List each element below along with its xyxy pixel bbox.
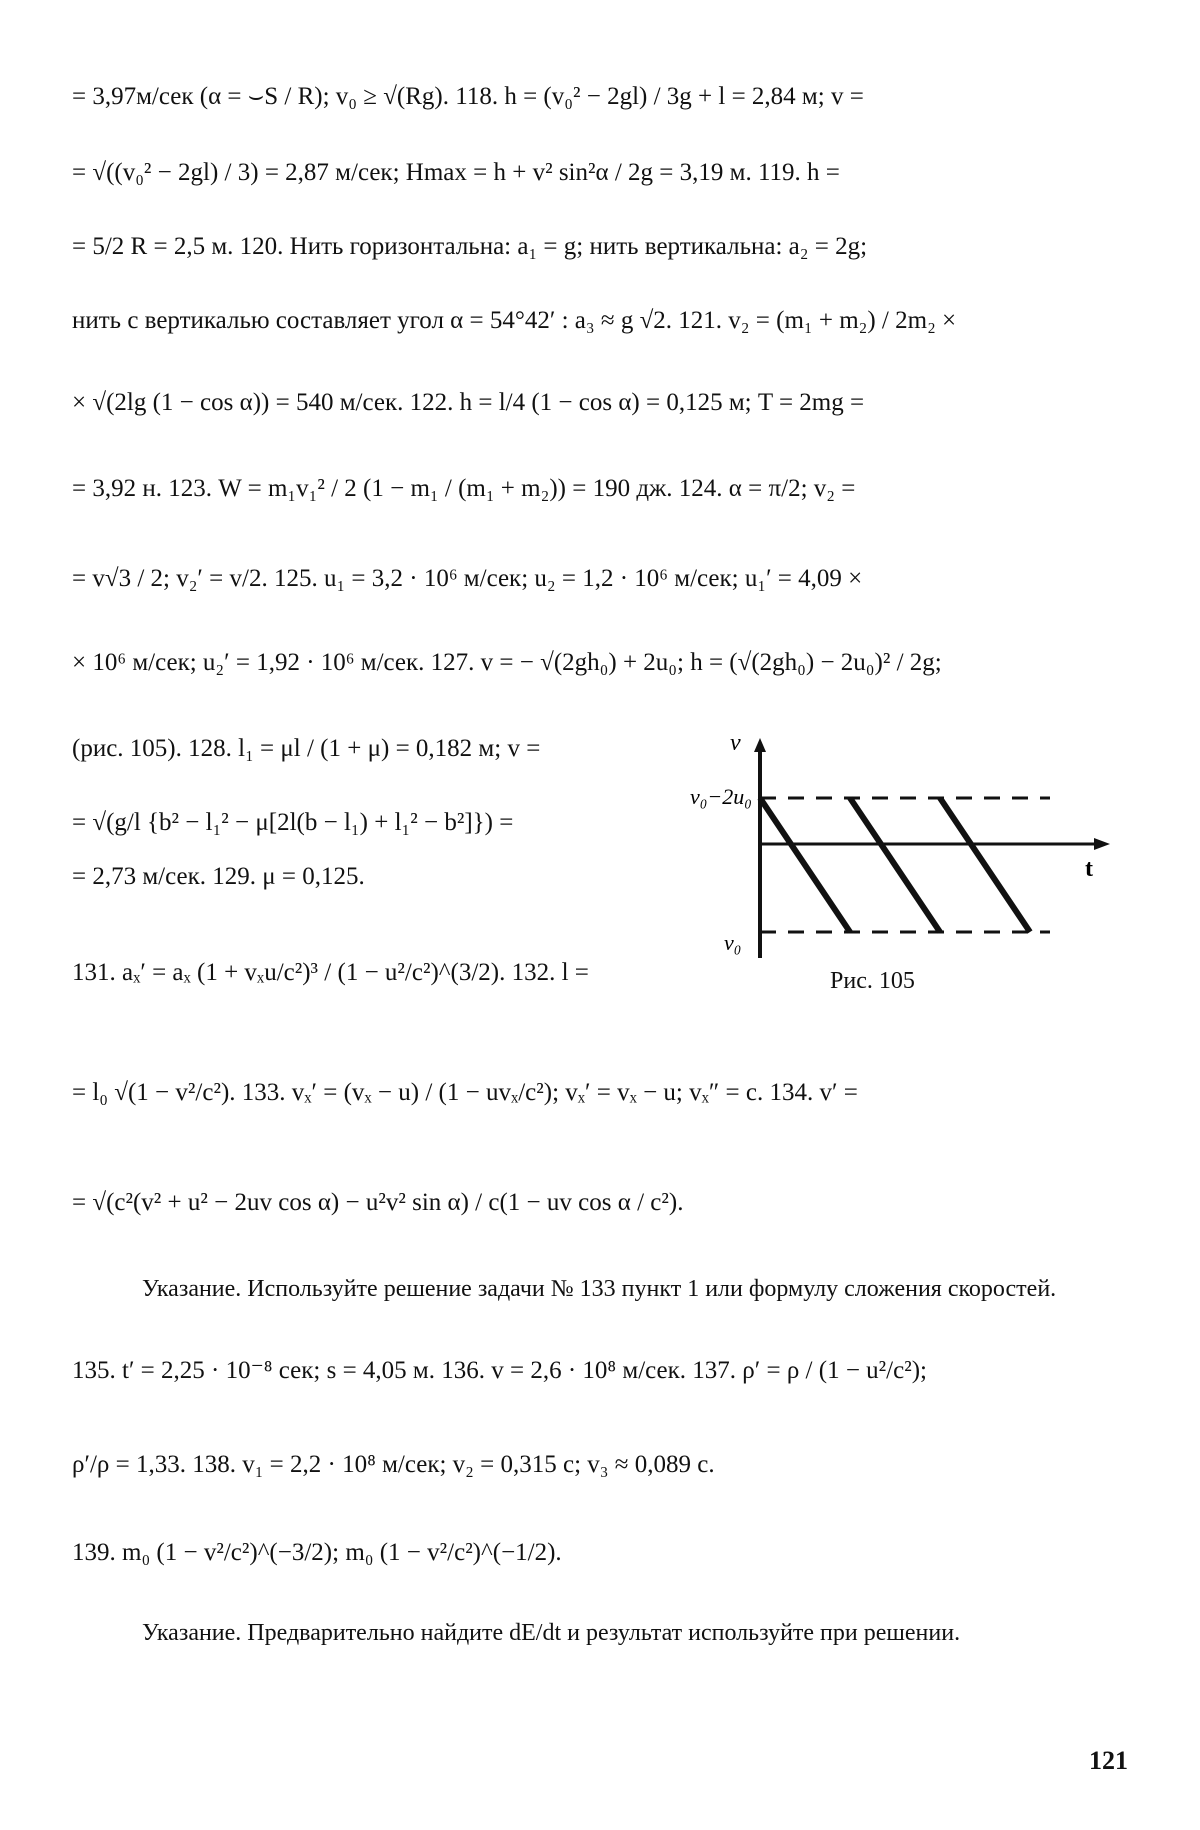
text-line: = √(c²(v² + u² − 2uv cos α) − u²v² sin α) / c(1 − uv cos α / c²). [72, 1189, 684, 1216]
text-line: ρ′/ρ = 1,33. 138. v₁ = 2,2 · 10⁸ м/сек; v₂ = 0,315 c; v₃ ≈ 0,089 c. [72, 1451, 715, 1478]
y-axis-arrow [754, 738, 766, 752]
y-axis-label: v [730, 736, 741, 756]
text-line-left: (рис. 105). 128. l₁ = μl / (1 + μ) = 0,182 м; v = [72, 735, 541, 762]
x-axis-arrow [1094, 838, 1110, 850]
upper-level-label: v₀−2u₀ [690, 784, 752, 809]
page-number: 121 [1089, 1746, 1128, 1775]
text-line: = 3,92 н. 123. W = m₁v₁² / 2 (1 − m₁ / (m₁ + m₂)) = 190 дж. 124. α = π/2; v₂ = [72, 475, 856, 502]
text-line: = v√3 / 2; v₂′ = v/2. 125. u₁ = 3,2 · 10⁶ м/сек; u₂ = 1,2 · 10⁶ м/сек; u₁′ = 4,09 × [72, 565, 863, 592]
x-axis-label: t [1085, 856, 1093, 882]
text-line: 139. m₀ (1 − v²/c²)^(−3/2); m₀ (1 − v²/c²)^(−1/2). [72, 1539, 562, 1566]
text-line-left: = 2,73 м/сек. 129. μ = 0,125. [72, 863, 365, 890]
text-line-left: = √(g/l {b² − l₁² − μ[2l(b − l₁) + l₁² − b²]}) = [72, 809, 514, 836]
graph-segment [940, 798, 1030, 932]
figure-105 [690, 736, 1130, 1006]
text-line: = l₀ √(1 − v²/c²). 133. vₓ′ = (vₓ − u) / (1 − uvₓ/c²); vₓ′ = vₓ − u; vₓ″ = c. 134. v′ = [72, 1079, 858, 1106]
graph-segment [760, 798, 850, 932]
hint-paragraph: Указание. Предварительно найдите dE/dt и результат используйте при решении. [142, 1620, 961, 1646]
text-line: × √(2lg (1 − cos α)) = 540 м/сек. 122. h = l/4 (1 − cos α) = 0,125 м; T = 2mg = [72, 389, 865, 416]
text-line: = √((v₀² − 2gl) / 3) = 2,87 м/сек; Hmax = h + v² sin²α / 2g = 3,19 м. 119. h = [72, 159, 840, 186]
text-line: × 10⁶ м/сек; u₂′ = 1,92 · 10⁶ м/сек. 127. v = − √(2gh₀) + 2u₀; h = (√(2gh₀) − 2u₀)² / 2g; [72, 649, 942, 676]
text-line: = 3,97м/сек (α = ⌣S / R); v₀ ≥ √(Rg). 118. h = (v₀² − 2gl) / 3g + l = 2,84 м; v = [72, 83, 864, 110]
text-line-left: 131. aₓ′ = aₓ (1 + vₓu/c²)³ / (1 − u²/c²)^(3/2). 132. l = [72, 959, 589, 986]
text-line: нить с вертикалью составляет угол α = 54°42′ : a₃ ≈ g √2. 121. v₂ = (m₁ + m₂) / 2m₂ × [72, 307, 957, 334]
text-line: = 5/2 R = 2,5 м. 120. Нить горизонтальна: a₁ = g; нить вертикальна: a₂ = 2g; [72, 233, 868, 260]
text-line: 135. t′ = 2,25 · 10⁻⁸ сек; s = 4,05 м. 136. v = 2,6 · 10⁸ м/сек. 137. ρ′ = ρ / (1 − u²/c²); [72, 1357, 927, 1384]
graph-segment [850, 798, 940, 932]
velocity-time-graph [690, 736, 1130, 966]
hint-paragraph: Указание. Используйте решение задачи № 133 пункт 1 или формулу сложения скоростей. [142, 1276, 1057, 1302]
lower-level-label: v₀ [724, 930, 742, 955]
figure-caption: Рис. 105 [830, 968, 915, 994]
